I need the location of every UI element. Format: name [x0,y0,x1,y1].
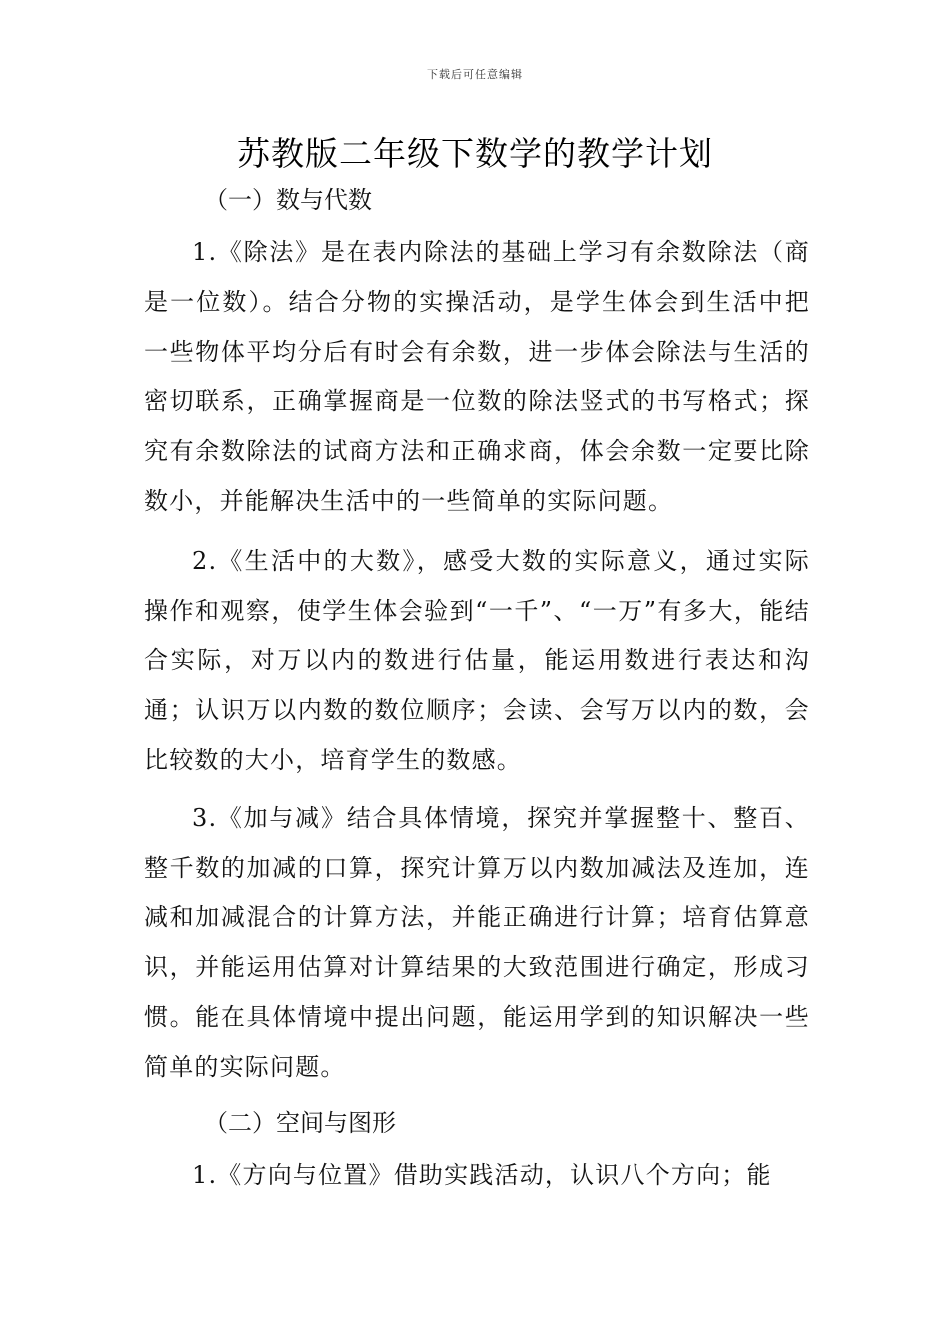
section-heading-space-shapes: （二）空间与图形 [204,1108,396,1137]
paragraph-direction-position: 1.《方向与位置》借助实践活动，认识八个方向；能 [192,1160,772,1189]
document-body [144,180,810,1200]
section-heading-number-algebra: （一）数与代数 [204,186,372,214]
paragraph-division: 1.《除法》是在表内除法的基础上学习有余数除法（商是一位数）。结合分物的实操活动，是学生体会到生活中把一些物体平均分后有时会有余数，进一步体会除法与生活的密切联系，正确掌握商是一位数的除法竖式的书写格式；探究有余数除法的试商方法和正确求商，体会余数一定要比除数小，并能解决生活中的一些简单的实际问题。 [144,238,810,515]
paragraph-large-numbers: 2.《生活中的大数》，感受大数的实际意义，通过实际操作和观察，使学生体会验到“一千”、“一万”有多大，能结合实际，对万以内的数进行估量，能运用数进行表达和沟通；认识万以内数的数位顺序；会读、会写万以内的数，会比较数的大小，培育学生的数感。 [144,546,810,774]
paragraph-addition-subtraction: 3.《加与减》结合具体情境，探究并掌握整十、整百、整千数的加减的口算，探究计算万以内数加减法及连加，连减和加减混合的计算方法，并能正确进行计算；培育估算意识，并能运用估算对计算结果的大致范围进行确定，形成习惯。能在具体情境中提出问题，能运用学到的知识解决一些简单的实际问题。 [144,803,810,1081]
document-title: 苏教版二年级下数学的教学计划 [237,134,713,173]
header-note: 下载后可任意编辑 [427,68,523,81]
